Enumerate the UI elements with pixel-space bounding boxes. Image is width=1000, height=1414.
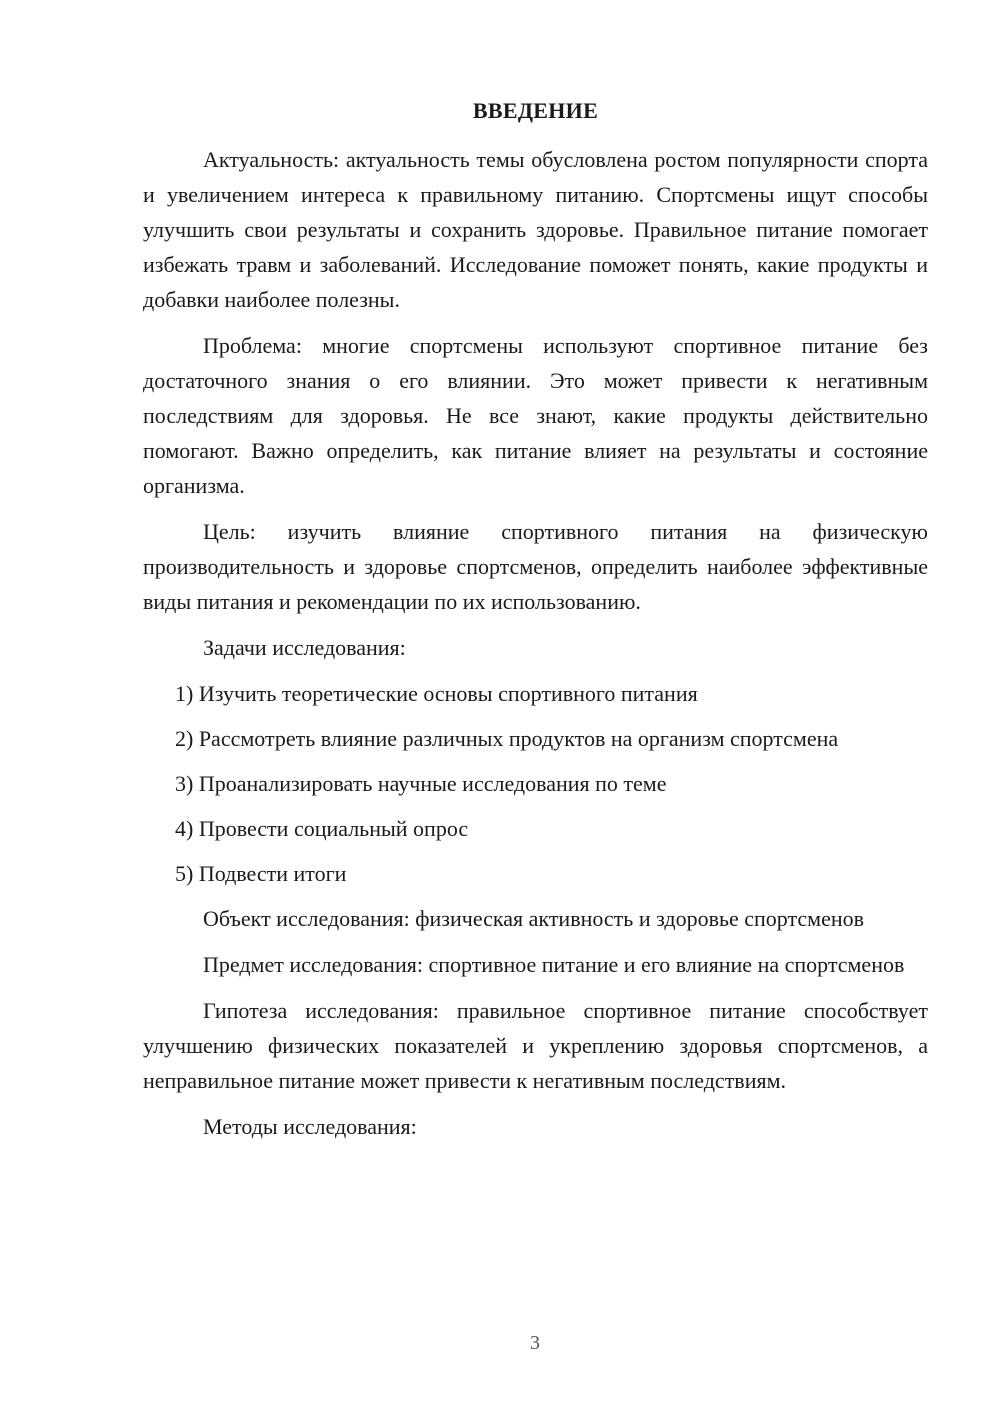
list-item: 3) Проанализировать научные исследования по теме <box>175 771 667 796</box>
problem-paragraph: Проблема: многие спортсмены используют спортивное питание без достаточного знания о его влиянии. Это может привести к негативным последствиям для здоровья. Не все знают, какие продукты действительно помогают. Важно определить, как питание влияет на результаты и состояние организма. <box>143 333 928 498</box>
methods-paragraph: Методы исследования: <box>203 1114 417 1139</box>
list-item: 4) Провести социальный опрос <box>175 816 469 841</box>
list-item: 1) Изучить теоретические основы спортивного питания <box>175 681 698 706</box>
hypothesis-paragraph: Гипотеза исследования: правильное спортивное питание способствует улучшению физических показателей и укреплению здоровья спортсменов, а неправильное питание может привести к негативным последствиям. <box>143 998 928 1093</box>
page-number: 3 <box>530 1332 540 1354</box>
tasks-heading: Задачи исследования: <box>203 635 406 660</box>
subject-paragraph: Предмет исследования: спортивное питание и его влияние на спортсменов <box>203 952 905 977</box>
document-page <box>143 96 928 1155</box>
tasks-list <box>143 676 928 891</box>
object-paragraph: Объект исследования: физическая активность и здоровье спортсменов <box>203 906 865 931</box>
relevance-paragraph: Актуальность: актуальность темы обусловлена ростом популярности спорта и увеличением интереса к правильному питанию. Спортсмены ищут способы улучшить свои результаты и сохранить здоровье. Правильное питание помогает избежать травм и заболеваний. Исследование поможет понять, какие продукты и добавки наиболее полезны. <box>143 147 928 312</box>
goal-paragraph: Цель: изучить влияние спортивного питания на физическую производительность и здоровье спортсменов, определить наиболее эффективные виды питания и рекомендации по их использованию. <box>143 519 928 614</box>
list-item: 5) Подвести итоги <box>175 861 347 886</box>
list-item: 2) Рассмотреть влияние различных продуктов на организм спортсмена <box>175 726 839 751</box>
section-title: ВВЕДЕНИЕ <box>472 98 599 123</box>
